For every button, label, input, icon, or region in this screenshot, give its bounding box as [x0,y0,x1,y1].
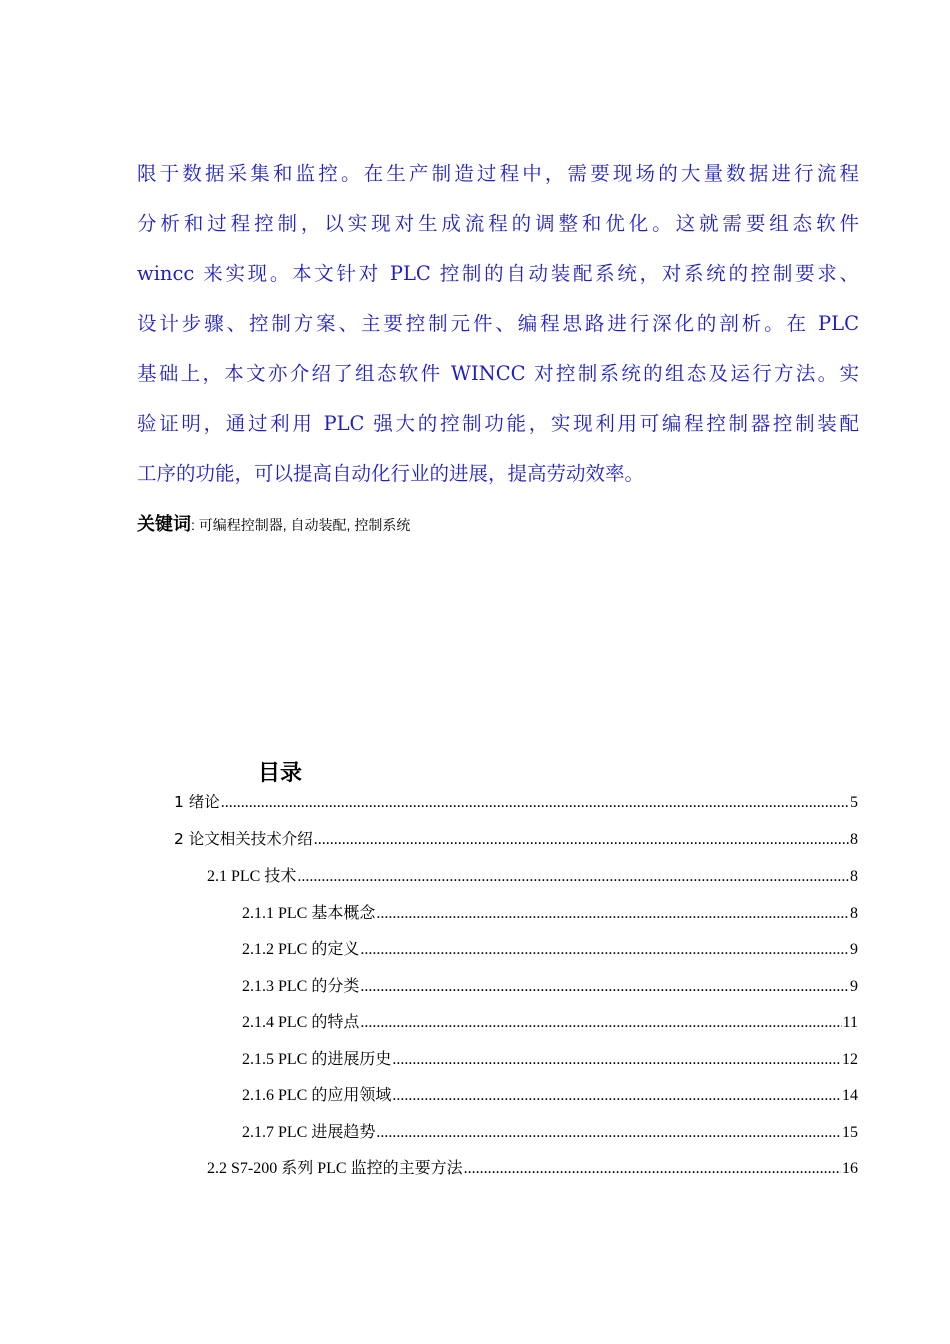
keywords-text: : 可编程控制器, 自动装配, 控制系统 [191,517,411,533]
toc-entry-page: 8 [850,831,858,848]
toc-entry-label: 2.1.5 PLC 的进展历史 [242,1051,392,1068]
keywords-label: 关键词 [137,514,191,534]
toc-leader-dots [297,868,849,886]
toc-entry-label: 1 绪论 [174,793,220,811]
toc-entry-label: 2.1.2 PLC 的定义 [242,941,360,958]
toc-leader-dots [314,831,849,849]
toc-entry-label: 2.1.1 PLC 基本概念 [242,905,376,922]
abstract-line: 工序的功能，可以提高自动化行业的进展，提高劳动效率。 [137,462,645,485]
toc-entry-page: 8 [850,905,858,922]
toc-leader-dots [376,1124,841,1142]
abstract-paragraph [137,153,859,503]
toc-leader-dots [360,1014,841,1032]
abstract-line: 限于数据采集和监控。在生产制造过程中，需要现场的大量数据进行流程 [137,162,859,185]
toc-entry[interactable] [207,863,858,899]
toc-entry-label: 2.1.4 PLC 的特点 [242,1014,360,1031]
toc-entry-label: 2.1.6 PLC 的应用领域 [242,1087,392,1104]
toc-entry[interactable] [242,1119,858,1155]
toc-entry[interactable] [207,1155,858,1191]
abstract-line: wincc 来实现。本文针对 PLC 控制的自动装配系统，对系统的控制要求、 [137,262,859,285]
toc-leader-dots [221,794,849,812]
toc-entry[interactable] [242,1082,858,1118]
toc-entry-label: 2 论文相关技术介绍 [174,830,313,848]
toc-leader-dots [392,1087,841,1105]
toc-entry[interactable] [242,900,858,936]
toc-entry-page: 14 [842,1087,858,1104]
toc-entry-page: 12 [842,1051,858,1068]
abstract-line: 验证明，通过利用 PLC 强大的控制功能，实现利用可编程控制器控制装配 [137,412,859,435]
toc-entry-page: 5 [850,794,858,811]
toc-entry-page: 8 [850,868,858,885]
toc-entry[interactable] [242,973,858,1009]
toc-entry[interactable] [242,1046,858,1082]
toc-entry-label: 2.1.3 PLC 的分类 [242,978,360,995]
toc-entry-page: 11 [842,1014,858,1031]
toc-entry[interactable] [174,790,858,826]
abstract-line: 设计步骤、控制方案、主要控制元件、编程思路进行深化的剖析。在 PLC [137,312,859,335]
toc-entry-page: 15 [842,1124,858,1141]
toc-entry[interactable] [242,936,858,972]
toc-leader-dots [360,941,849,959]
abstract-line: 基础上，本文亦介绍了组态软件 WINCC 对控制系统的组态及运行方法。实 [137,362,859,385]
keywords-line [137,510,410,536]
toc-entry-page: 16 [842,1160,858,1177]
toc-leader-dots [376,905,849,923]
toc-entry-label: 2.1.7 PLC 进展趋势 [242,1124,376,1141]
abstract-line: 分析和过程控制，以实现对生成流程的调整和优化。这就需要组态软件 [137,212,859,235]
toc-leader-dots [464,1160,841,1178]
toc-entry-page: 9 [850,978,858,995]
toc-entry[interactable] [242,1009,858,1045]
toc-leader-dots [360,978,849,996]
toc-title: 目录 [258,761,303,786]
toc-entry-page: 9 [850,941,858,958]
toc-entry[interactable] [174,827,858,863]
toc-entry-label: 2.2 S7-200 系列 PLC 监控的主要方法 [207,1160,463,1177]
toc-leader-dots [392,1051,841,1069]
toc-entry-label: 2.1 PLC 技术 [207,868,297,885]
